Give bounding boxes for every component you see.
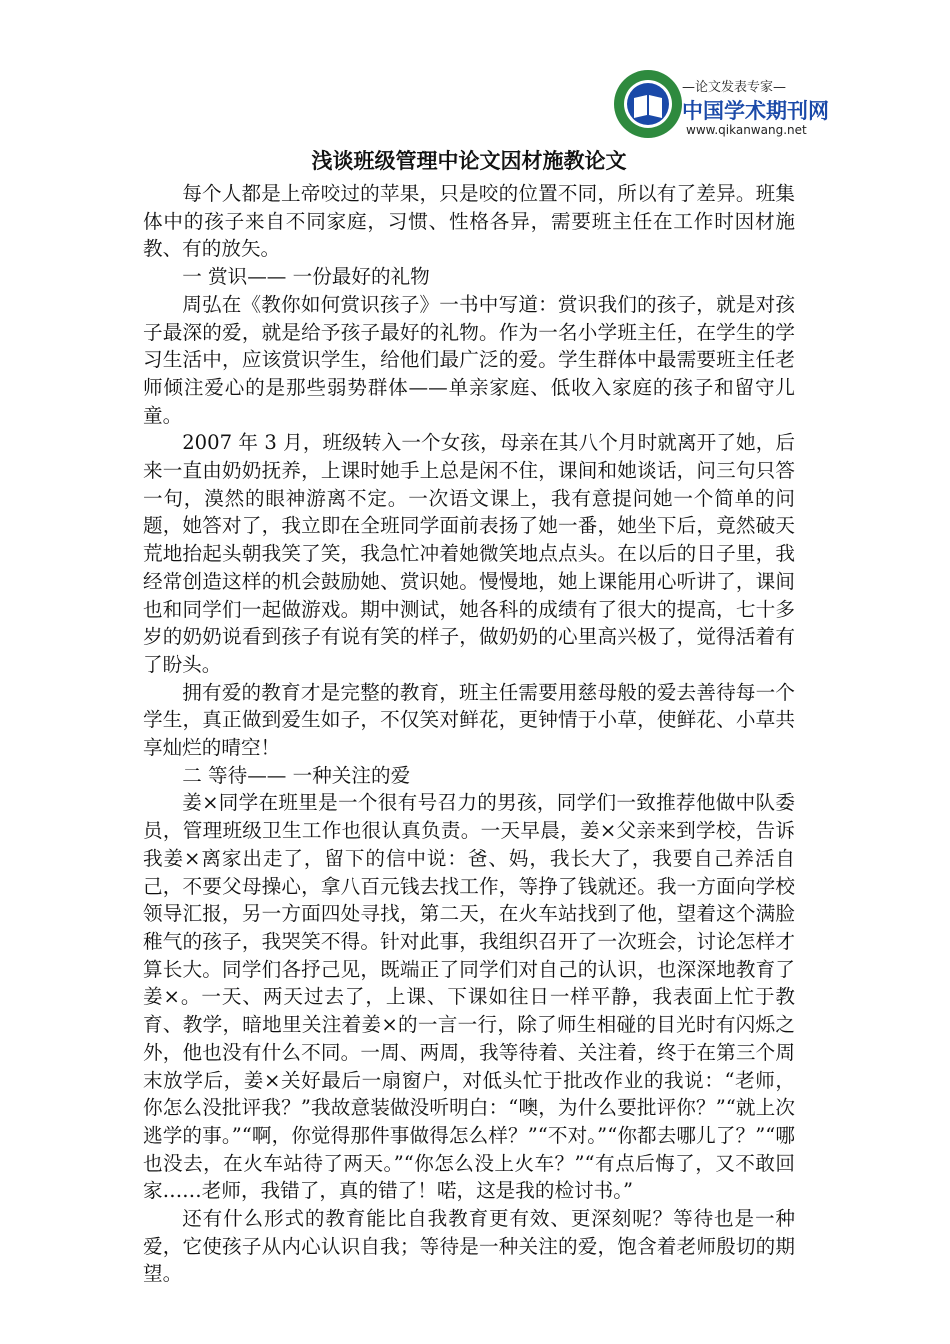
logo-name: 中国学术期刊网 (682, 99, 829, 123)
section-heading-2: 二 等待—— 一种关注的爱 (182, 763, 411, 787)
book-emblem-icon (612, 68, 684, 140)
paragraph: 还有什么形式的教育能比自我教育更有效、更深刻呢？等待也是一种爱，它使孩子从内心认识自我；等待是一种关注的爱，饱含着老师殷切的期望。 (143, 1207, 795, 1286)
section-heading-1: 一 赏识—— 一份最好的礼物 (182, 265, 430, 289)
paragraph-intro: 每个人都是上帝咬过的苹果，只是咬的位置不同，所以有了差异。班集体中的孩子来自不同家庭，习惯、性格各异，需要班主任在工作时因材施教、有的放矢。 (143, 182, 795, 261)
document-body (143, 148, 795, 1288)
logo-tagline: —论文发表专家— (682, 80, 787, 95)
publisher-logo (612, 68, 829, 146)
document-title: 浅谈班级管理中论文因材施教论文 (311, 148, 627, 173)
logo-url: www.qikanwang.net (686, 123, 807, 137)
paragraph: 姜×同学在班里是一个很有号召力的男孩，同学们一致推荐他做中队委员，管理班级卫生工作也很认真负责。一天早晨，姜×父亲来到学校，告诉我姜×离家出走了，留下的信中说：爸、妈，我长大了，我要自己养活自己，不要父母操心，拿八百元钱去找工作，等挣了钱就还。我一方面向学校领导汇报，另一方面四处寻找，第二天，在火车站找到了他，望着这个满脸稚气的孩子，我哭笑不得。针对此事，我组织召开了一次班会，讨论怎样才算长大。同学们各抒己见，既端正了同学们对自己的认识，也深深地教育了姜×。一天、两天过去了，上课、下课如往日一样平静，我表面上忙于教育、教学，暗地里关注着姜×的一言一行，除了师生相碰的目光时有闪烁之外，他也没有什么不同。一周、两周，我等待着、关注着，终于在第三个周末放学后，姜×关好最后一扇窗户，对低头忙于批改作业的我说：“老师，你怎么没批评我？”我故意装做没听明白：“噢，为什么要批评你？”“就上次逃学的事。”“啊，你觉得那件事做得怎么样？”“不对。”“你都去哪儿了？”“哪也没去，在火车站待了两天。”“你怎么没上火车？”“有点后悔了，又不敢回家……老师，我错了，真的错了！喏，这是我的检讨书。” (143, 791, 795, 1203)
paragraph: 周弘在《教你如何赏识孩子》一书中写道：赏识我们的孩子，就是对孩子最深的爱，就是给予孩子最好的礼物。作为一名小学班主任，在学生的学习生活中，应该赏识学生，给他们最广泛的爱。学生群体中最需要班主任老师倾注爱心的是那些弱势群体——单亲家庭、低收入家庭的孩子和留守儿童。 (143, 292, 795, 427)
paragraph: 拥有爱的教育才是完整的教育，班主任需要用慈母般的爱去善待每一个学生，真正做到爱生如子，不仅笑对鲜花，更钟情于小草，使鲜花、小草共享灿烂的晴空！ (143, 680, 795, 760)
paragraph: 2007 年 3 月，班级转入一个女孩，母亲在其八个月时就离开了她，后来一直由奶奶抚养，上课时她手上总是闲不住，课间和她谈话，问三句只答一句，漠然的眼神游离不定。一次语文课上，我有意提问她一个简单的问题，她答对了，我立即在全班同学面前表扬了她一番，她坐下后，竟然破天荒地抬起头朝我笑了笑，我急忙冲着她微笑地点点头。在以后的日子里，我经常创造这样的机会鼓励她、赏识她。慢慢地，她上课能用心听讲了，课间也和同学们一起做游戏。期中测试，她各科的成绩有了很大的提高，七十多岁的奶奶说看到孩子有说有笑的样子，做奶奶的心里高兴极了，觉得活着有了盼头。 (143, 431, 795, 676)
